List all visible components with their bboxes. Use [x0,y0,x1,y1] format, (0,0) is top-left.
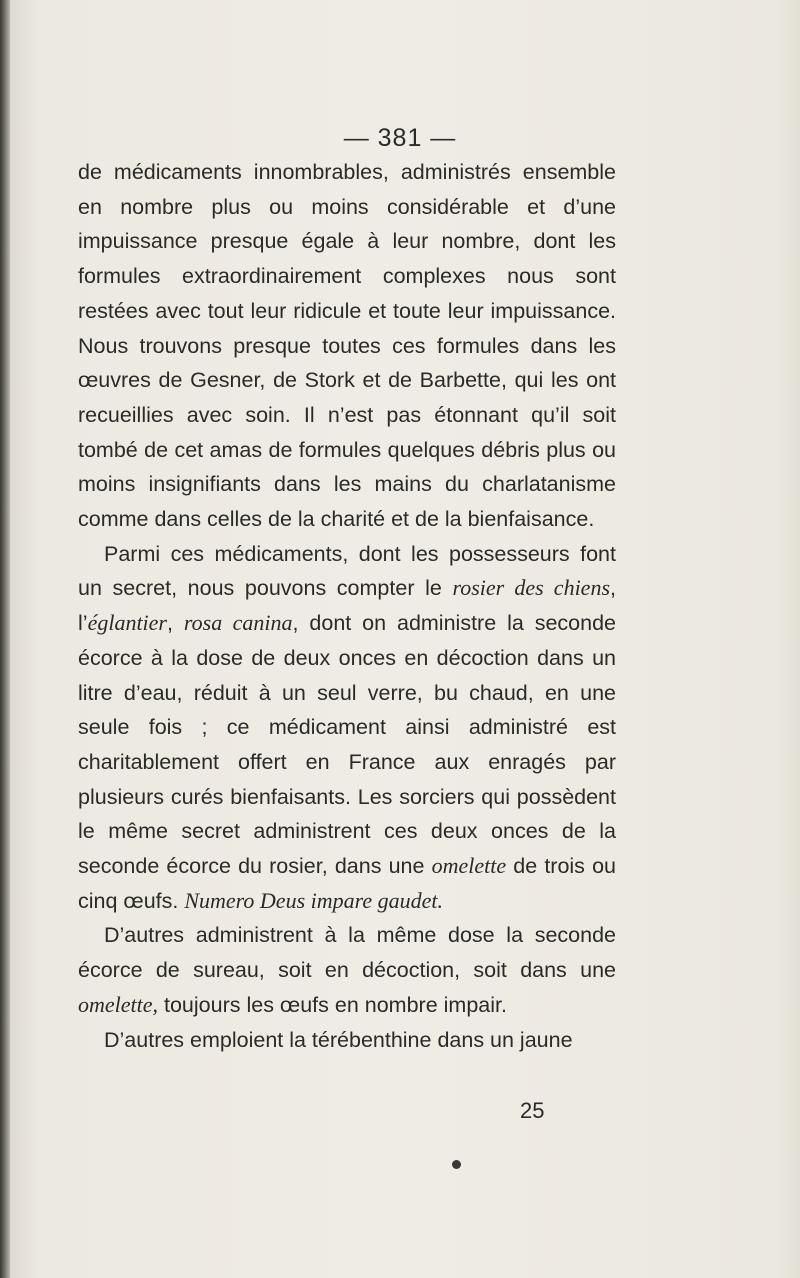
body-text [78,155,616,1057]
paragraph-2 [78,537,616,919]
italic-text: omelette, [78,991,159,1017]
paragraph-1 [78,155,616,537]
text-run: , [167,611,184,636]
ink-spot [452,1160,461,1169]
italic-text: rosa canina [183,610,293,636]
book-spine [0,0,10,1278]
text-run: D’autres administrent à la même dose la seconde écorce de sureau, soit en décoction, soit dans une [78,923,616,983]
text-run: , l’ [78,576,616,636]
italic-text: omelette [431,853,507,879]
page-number: — 381 — [343,124,457,152]
text-run: de médicaments innombrables, administrés ensemble en nombre plus ou moins considérable et d’une impuissance presque égale à leur nombre, dont les formules extraordinairement complexes nous sont restées avec tout leur ridicule et toute leur impuissance. Nous trouvons presque toutes ces formules dans les œuvres de Gesner, de Stork et de Barbette, qui les ont recueillies avec soin. Il n’est pas étonnant qu’il soit tombé de cet amas de formules quelques débris plus ou moins insignifiants dans les mains du charlatanisme comme dans celles de la charité et de la bienfaisance. [78,160,616,532]
text-run: toujours les œufs en nombre impair. [158,992,507,1017]
italic-text: Numero Deus impare gaudet. [184,887,444,913]
text-run: de trois ou cinq œufs. [78,854,616,913]
paragraph-4 [78,1023,616,1058]
italic-text: églantier [87,610,167,636]
text-run: D’autres emploient la térébenthine dans un jaune [104,1027,573,1052]
text-run: , dont on administre la seconde écorce à la dose de deux onces en décoction dans un litre d’eau, réduit à un seul verre, bu chaud, en une seule fois ; ce médicament ainsi administré est charitablement offert en France aux enragés par plusieurs curés bienfaisants. Les sorciers qui possèdent le même secret administrent ces deux onces de la seconde écorce du rosier, dans une [78,611,616,879]
signature-mark: 25 [520,1098,545,1123]
text-run: Parmi ces médicaments, dont les possesseurs font un secret, nous pouvons compter le [78,541,616,601]
paragraph-3 [78,918,616,1022]
italic-text: rosier des chiens [452,575,611,601]
